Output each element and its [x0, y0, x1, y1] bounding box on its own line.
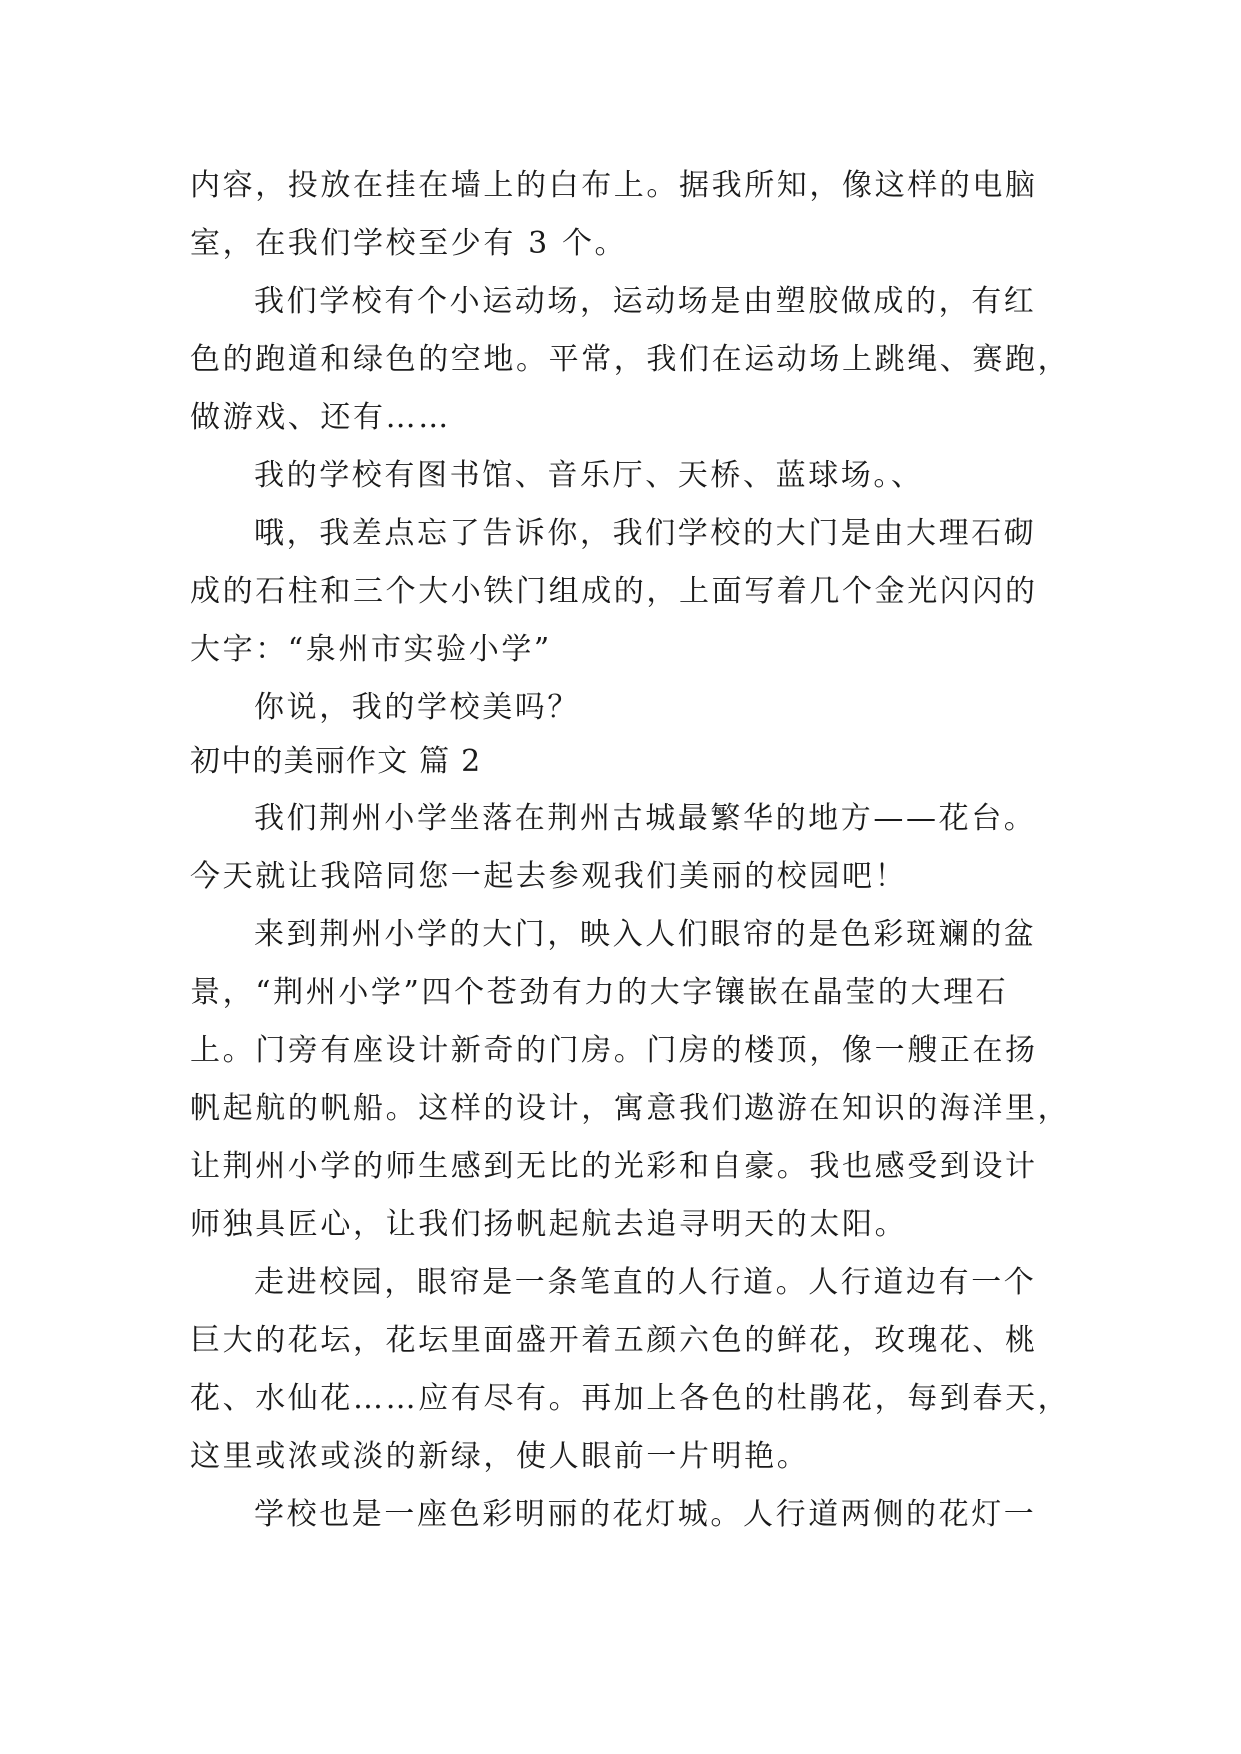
text-line: 我的学校有图书馆、音乐厅、天桥、蓝球场。、: [254, 458, 924, 493]
text-line: 景，“荆州小学”四个苍劲有力的大字镶嵌在晶莹的大理石: [190, 975, 1009, 1010]
section-heading: 初中的美丽作文 篇 2: [190, 744, 482, 779]
text-line: 学校也是一座色彩明丽的花灯城。人行道两侧的花灯一: [254, 1497, 1037, 1532]
text-line: 色的跑道和绿色的空地。平常，我们在运动场上跳绳、赛跑，: [190, 342, 1071, 377]
text-line: 上。门旁有座设计新奇的门房。门房的楼顶，像一艘正在扬: [190, 1033, 1038, 1068]
text-line: 今天就让我陪同您一起去参观我们美丽的校园吧！: [190, 859, 908, 894]
text-line: 帆起航的帆船。这样的设计，寓意我们遨游在知识的海洋里，: [190, 1091, 1071, 1126]
text-line: 让荆州小学的师生感到无比的光彩和自豪。我也感受到设计: [190, 1149, 1038, 1184]
text-line: 你说，我的学校美吗？: [254, 690, 580, 725]
text-line: 哦，我差点忘了告诉你，我们学校的大门是由大理石砌: [254, 516, 1037, 551]
text-line: 师独具匠心，让我们扬帆起航去追寻明天的太阳。: [190, 1207, 908, 1242]
text-line: 做游戏、还有……: [190, 400, 451, 435]
text-line: 这里或浓或淡的新绿，使人眼前一片明艳。: [190, 1439, 810, 1474]
text-line: 来到荆州小学的大门，映入人们眼帘的是色彩斑斓的盆: [254, 917, 1037, 952]
text-line: 我们荆州小学坐落在荆州古城最繁华的地方——花台。: [254, 801, 1037, 836]
text-line: 大字：“泉州市实验小学”: [190, 632, 552, 667]
text-line: 走进校园，眼帘是一条笔直的人行道。人行道边有一个: [254, 1265, 1037, 1300]
text-line: 花、水仙花……应有尽有。再加上各色的杜鹃花，每到春天，: [190, 1381, 1071, 1416]
text-line: 成的石柱和三个大小铁门组成的，上面写着几个金光闪闪的: [190, 574, 1038, 609]
text-line: 我们学校有个小运动场，运动场是由塑胶做成的，有红: [254, 284, 1037, 319]
text-line: 巨大的花坛，花坛里面盛开着五颜六色的鲜花，玫瑰花、桃: [190, 1323, 1038, 1358]
text-line: 室，在我们学校至少有 3 个。: [190, 226, 628, 261]
text-line: 内容，投放在挂在墙上的白布上。据我所知，像这样的电脑: [190, 168, 1038, 203]
